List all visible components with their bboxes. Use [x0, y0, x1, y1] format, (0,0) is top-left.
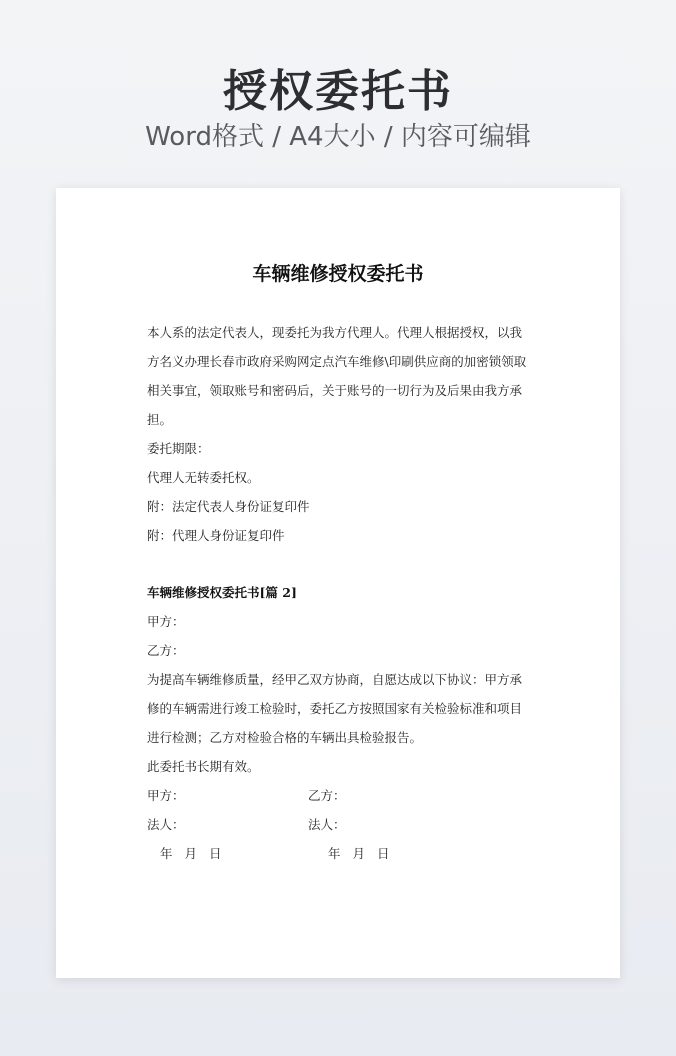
date-left — [160, 839, 222, 868]
term-label: 委托期限： — [147, 441, 210, 456]
signature-legal-person-b-label: 法人： — [308, 817, 346, 832]
date-left-day: 日 — [209, 846, 222, 861]
date-right-month: 月 — [352, 846, 366, 861]
section1-body — [147, 318, 531, 550]
attachment-legal-rep-id: 附：法定代表人身份证复印件 — [147, 499, 310, 514]
document-title: 车辆维修授权委托书 — [252, 263, 424, 285]
date-left-year: 年 — [160, 846, 173, 861]
signature-legal-person-a-label: 法人： — [147, 817, 185, 832]
date-right — [328, 839, 390, 868]
signature-party-b-label: 乙方： — [308, 788, 346, 803]
party-b-label: 乙方： — [147, 643, 185, 658]
section2-body — [147, 607, 531, 781]
signature-party-a-label: 甲方： — [147, 788, 185, 803]
party-a-label: 甲方： — [147, 614, 185, 629]
date-right-day: 日 — [377, 846, 390, 861]
agreement-paragraph: 为提高车辆维修质量，经甲乙双方协商，自愿达成以下协议：甲方承修的车辆需进行竣工检验时，委托乙方按照国家有关检验标准和项目进行检测；乙方对检验合格的车辆出具检验报告。 — [147, 672, 523, 745]
attachment-agent-id: 附：代理人身份证复印件 — [147, 528, 285, 543]
authorization-paragraph: 本人系的法定代表人，现委托为我方代理人。代理人根据授权，以我方名义办理长春市政府采购网定点汽车维修\印刷供应商的加密锁领取相关事宜，领取账号和密码后，关于账号的一切行为及后果由我方承担。 — [147, 325, 527, 427]
signature-right — [308, 781, 346, 839]
date-left-month: 月 — [184, 846, 198, 861]
banner-title: 授权委托书 — [223, 66, 453, 117]
date-right-year: 年 — [328, 846, 341, 861]
validity-statement: 此委托书长期有效。 — [147, 759, 260, 774]
banner-subtitle: Word格式 / A4大小 / 内容可编辑 — [145, 122, 531, 152]
no-transfer-clause: 代理人无转委托权。 — [147, 470, 260, 485]
signature-left — [147, 781, 185, 839]
document-page — [56, 188, 620, 978]
section2-title: 车辆维修授权委托书[篇 2] — [147, 585, 297, 600]
